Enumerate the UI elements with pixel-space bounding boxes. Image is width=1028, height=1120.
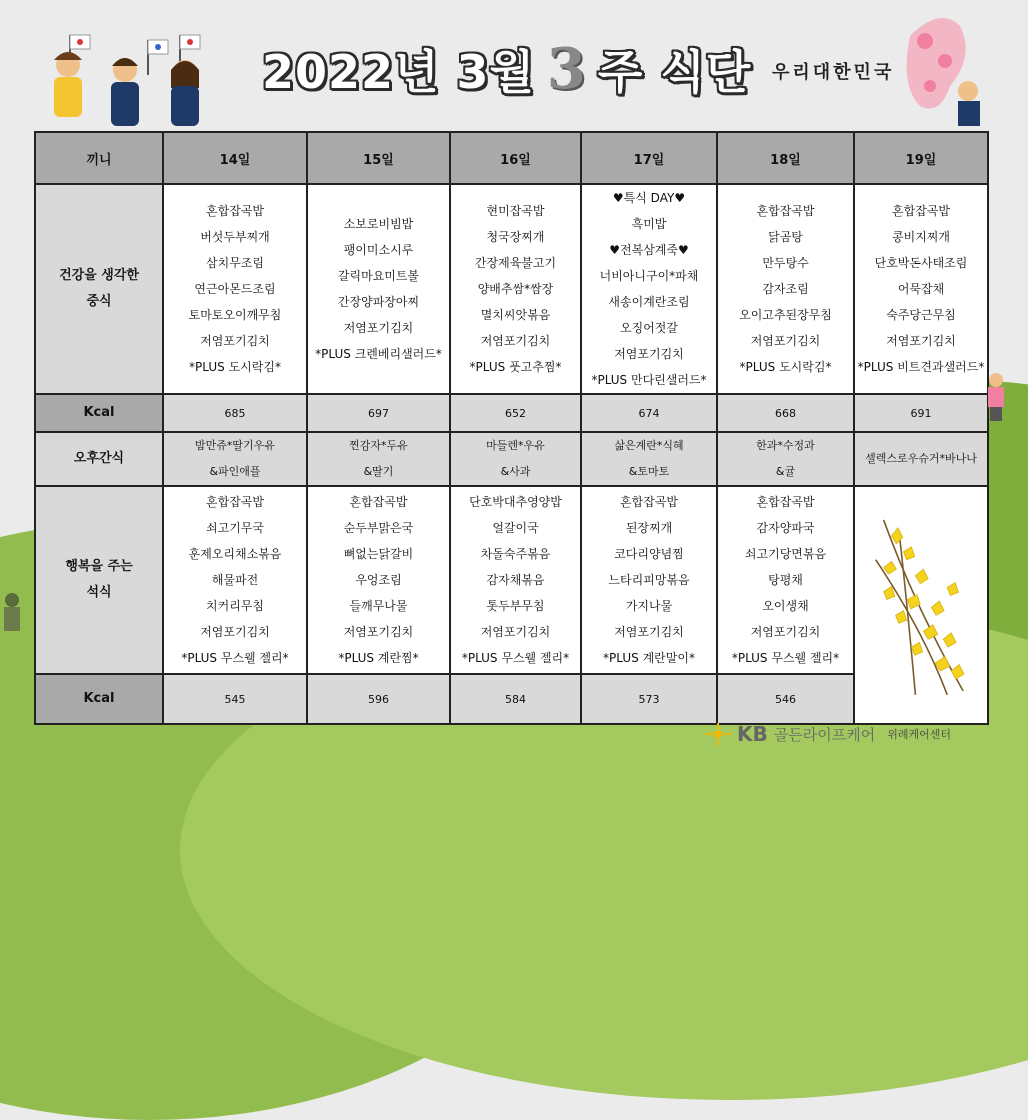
menu-item: 토마토오이깨무침 [188,308,282,322]
logo-branch: 위례케어센터 [887,728,951,741]
lunch-kcal-row [35,394,988,432]
soldier-illustration [0,592,24,632]
day-header: 17일 [581,132,717,184]
lunch-menu-cell [581,184,717,394]
menu-item: 치커리무침 [206,599,264,613]
menu-item: *PLUS 풋고추찜* [469,360,562,374]
menu-item: 밤만쥬*딸기우유 [195,439,275,452]
menu-item: 느타리피망볶음 [608,573,690,587]
snack-cell [307,432,450,486]
menu-item: 소보로비빔밥 [343,217,414,231]
menu-item: 감자조림 [762,282,809,296]
menu-item: 흑미밥 [631,217,667,231]
menu-item: 셀렉스로우슈거*바나나 [865,452,977,465]
menu-item: 마들렌*우유 [486,439,545,452]
dinner-label [35,486,163,674]
menu-item: 차돌숙주볶음 [480,547,551,561]
menu-item: &사과 [500,465,531,478]
flag-icon [148,40,168,75]
menu-item: 팽이미소시루 [343,243,414,257]
menu-item: *PLUS 만다린샐러드* [591,373,707,387]
children-with-flags-illustration [40,30,250,130]
lunch-menu-cell [717,184,854,394]
menu-item: 감자채볶음 [486,573,545,587]
menu-item: 저염포기김치 [614,347,684,361]
snack-cell [854,432,988,486]
menu-item: 닭곰탕 [768,230,803,244]
kcal-value: 573 [581,674,717,724]
menu-item: *PLUS 계란말이* [603,651,695,665]
menu-item: 뼈없는닭갈비 [343,547,414,561]
day-header: 16일 [450,132,581,184]
menu-item: 순두부맑은국 [343,521,414,535]
menu-item: 쇠고기무국 [206,521,264,535]
menu-item: 감자양파국 [756,521,815,535]
menu-item: &토마토 [628,465,670,478]
kcal-value: 691 [854,394,988,432]
subtitle: 우리대한민국 [772,62,895,83]
menu-item: *PLUS 크렌베리샐러드* [315,347,442,361]
dinner-menu-cell [450,486,581,674]
snack-cell [581,432,717,486]
menu-item: 단호박돈사태조림 [874,256,968,270]
menu-item: 훈제오리채소볶음 [188,547,282,561]
meal-header: 끼니 [35,132,163,184]
menu-item: 삶은계란*식혜 [614,439,684,452]
menu-item: 코다리양념찜 [614,547,684,561]
header-row [35,132,988,184]
day-header: 15일 [307,132,450,184]
menu-item: 양배추쌈*쌈장 [477,282,554,296]
kcal-value: 545 [163,674,307,724]
kcal-value: 584 [450,674,581,724]
lunch-menu-cell [163,184,307,394]
lunch-row [35,184,988,394]
logo-name: 골든라이프케어 [773,725,876,744]
menu-item: &딸기 [363,465,394,478]
kcal-value: 697 [307,394,450,432]
meal-plan-table [34,131,989,725]
menu-item: 저염포기김치 [343,625,414,639]
snack-label: 오후간식 [35,432,163,486]
menu-item: 저염포기김치 [343,321,414,335]
menu-item: 탕평채 [768,573,803,587]
dinner-menu-cell [307,486,450,674]
menu-item: 혼합잡곡밥 [349,495,408,509]
dinner-label-line1: 행복을 주는 [65,559,133,574]
menu-item: 저염포기김치 [200,334,270,348]
menu-item: 혼합잡곡밥 [892,204,950,218]
menu-item: 오이고추된장무침 [739,308,832,322]
menu-item: 혼합잡곡밥 [206,495,264,509]
forsythia-flowers-icon [855,512,987,698]
day-header: 19일 [854,132,988,184]
lunch-label-line2: 중식 [86,294,112,309]
title-month: 2022년 3월 [262,45,535,99]
menu-item: 간장제육불고기 [474,256,557,270]
menu-item: 저염포기김치 [750,625,821,639]
lunch-menu-cell [450,184,581,394]
menu-item: 찐감자*두유 [349,439,408,452]
menu-item: *PLUS 도시락김* [739,360,832,374]
menu-item: 저염포기김치 [750,334,821,348]
menu-item: 해물파전 [211,573,259,587]
day-header: 18일 [717,132,854,184]
dinner-menu-cell [581,486,717,674]
kcal-value: 674 [581,394,717,432]
kcal-label: Kcal [35,394,163,432]
dinner-menu-cell [163,486,307,674]
menu-item: 만두탕수 [762,256,809,270]
menu-item: *PLUS 계란찜* [338,651,419,665]
menu-item: 혼합잡곡밥 [206,204,264,218]
star-logo-icon [705,723,731,745]
menu-item: 저염포기김치 [614,625,684,639]
day-header: 14일 [163,132,307,184]
menu-item: 청국장찌개 [486,230,545,244]
menu-item: 너비아니구이*파채 [599,269,699,283]
dinner-label-line2: 석식 [86,585,112,600]
lunch-menu-cell [854,184,988,394]
menu-item: 혼합잡곡밥 [756,495,815,509]
lunch-label [35,184,163,394]
dinner-kcal-row [35,674,988,724]
kcal-value: 668 [717,394,854,432]
forsythia-image-cell [854,486,988,724]
kcal-label: Kcal [35,674,163,724]
person-illustration [984,372,1008,422]
snack-cell [163,432,307,486]
kcal-value: 685 [163,394,307,432]
kb-logo [705,722,951,746]
menu-item: 갈릭마요미트볼 [337,269,420,283]
dinner-row [35,486,988,674]
menu-item: *PLUS 무스웰 젤리* [731,651,840,665]
menu-item: 콩비지찌개 [892,230,950,244]
title-week-number: 3 [546,36,586,102]
menu-item: 저염포기김치 [886,334,956,348]
menu-item: 현미잡곡밥 [486,204,545,218]
lunch-label-line1: 건강을 생각한 [59,268,139,283]
menu-item: 혼합잡곡밥 [620,495,678,509]
menu-item: 저염포기김치 [480,625,551,639]
menu-item: 저염포기김치 [480,334,551,348]
menu-item: 톳두부무침 [486,599,545,613]
lunch-menu-cell [307,184,450,394]
menu-item: 쇠고기당면볶음 [744,547,827,561]
menu-item: ♥전복삼계죽♥ [609,243,689,257]
menu-item: 들깨무나물 [349,599,408,613]
menu-item: 가지나물 [625,599,673,613]
kcal-value: 546 [717,674,854,724]
menu-item: *PLUS 도시락김* [189,360,281,374]
logo-brand: KB [737,722,768,746]
menu-item: ♥특식 DAY♥ [612,191,686,205]
menu-item: 저염포기김치 [200,625,270,639]
menu-item: *PLUS 무스웰 젤리* [181,651,289,665]
menu-item: 오이생채 [762,599,809,613]
menu-item: *PLUS 무스웰 젤리* [461,651,570,665]
menu-item: &파인애플 [209,465,261,478]
menu-item: 얼갈이국 [492,521,539,535]
menu-item: 한과*수정과 [756,439,815,452]
dinner-menu-cell [717,486,854,674]
menu-item: 된장찌개 [625,521,673,535]
snack-cell [717,432,854,486]
menu-item: 숙주당근무침 [886,308,956,322]
title-week-suffix: 주 식단 [597,45,752,99]
menu-item: 우엉조림 [355,573,402,587]
kcal-value: 596 [307,674,450,724]
page-title [262,34,751,104]
snack-cell [450,432,581,486]
menu-item: 연근아몬드조림 [194,282,276,296]
menu-item: 간장양파장아찌 [337,295,420,309]
menu-item: 버섯두부찌개 [200,230,270,244]
menu-item: &귤 [775,465,796,478]
korea-map-flowers-illustration [880,6,980,126]
menu-item: 어묵잡채 [897,282,945,296]
kcal-value: 652 [450,394,581,432]
menu-item: 멸치씨앗볶음 [480,308,551,322]
menu-item: 단호박대추영양밥 [469,495,562,509]
menu-item: 삼치무조림 [206,256,264,270]
menu-item: 오징어젓갈 [620,321,678,335]
menu-item: 혼합잡곡밥 [756,204,815,218]
menu-item: 새송이계란조림 [608,295,690,309]
menu-item: *PLUS 비트견과샐러드* [857,360,985,374]
snack-row [35,432,988,486]
